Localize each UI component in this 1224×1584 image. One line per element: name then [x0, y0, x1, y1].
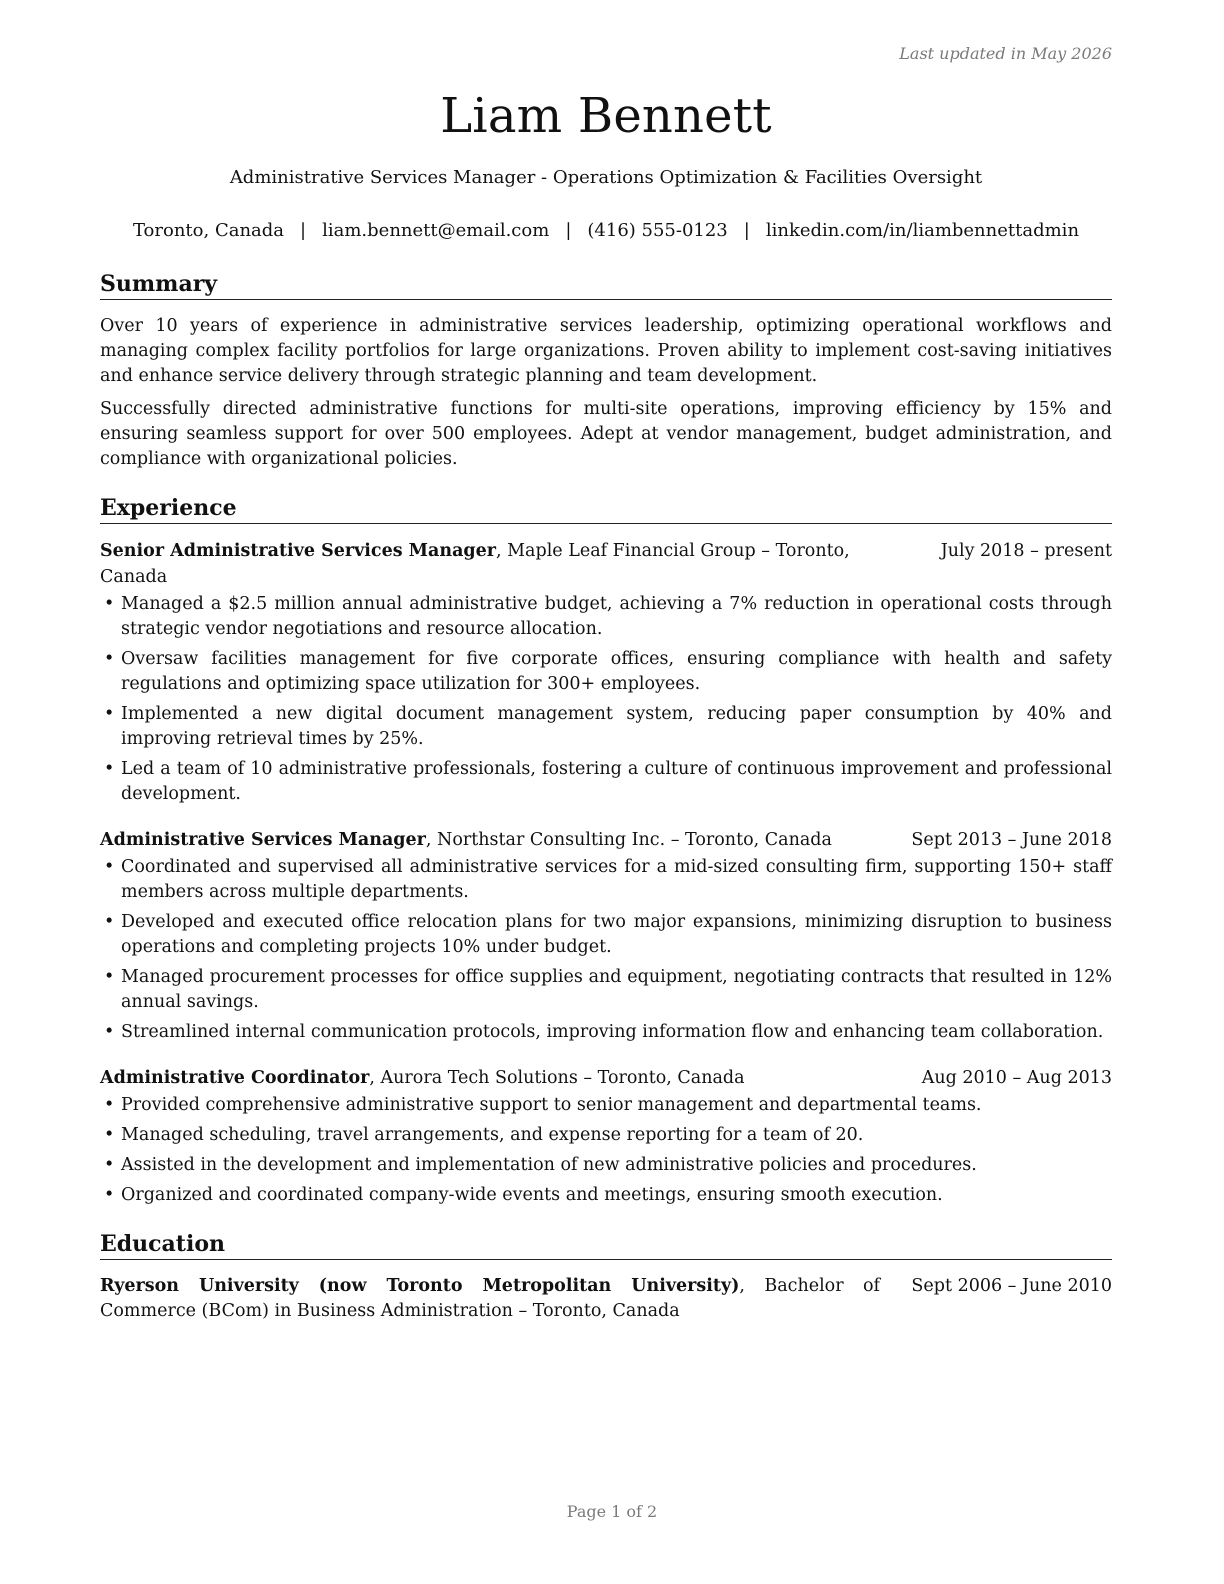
bullet-text: Organized and coordinated company-wide events and meetings, ensuring smooth execution. — [121, 1185, 943, 1205]
job-bullets — [100, 855, 1112, 1045]
education-section — [100, 1230, 1112, 1324]
bullet-text: Coordinated and supervised all administrative services for a mid-sized consulting firm, supporting 150+ staff members across multiple departments. — [121, 857, 1112, 902]
experience-section — [100, 494, 1112, 1208]
job-role: Administrative Services Manager — [100, 830, 426, 850]
contact-separator: | — [565, 220, 572, 241]
bullet-text: Provided comprehensive administrative support to senior management and departmental teams. — [121, 1095, 982, 1115]
bullet-icon: • — [104, 1022, 115, 1042]
education-school: Ryerson University (now Toronto Metropolitan University) — [100, 1276, 740, 1296]
job-entry — [100, 1065, 1112, 1208]
contact-separator: | — [300, 220, 307, 241]
bullet-icon: • — [104, 1125, 115, 1145]
job-dates: Aug 2010 – Aug 2013 — [921, 1068, 1112, 1088]
summary-paragraph: Successfully directed administrative functions for multi-site operations, improving efficiency by 15% and ensuring seamless support for over 500 employees. Adept at vendor management, budget administration, and compliance with organizational policies. — [100, 399, 1112, 469]
list-item — [100, 702, 1112, 752]
job-bullets — [100, 1093, 1112, 1208]
list-item — [100, 965, 1112, 1015]
list-item — [100, 1183, 1112, 1208]
bullet-text: Oversaw facilities management for five corporate offices, ensuring compliance with health and safety regulations and optimizing space utilization for 300+ employees. — [121, 649, 1112, 694]
bullet-icon: • — [104, 1095, 115, 1115]
bullet-icon: • — [104, 649, 115, 669]
section-title-experience: Experience — [100, 494, 1112, 524]
bullet-text: Managed procurement processes for office supplies and equipment, negotiating contracts that resulted in 12% annual savings. — [121, 967, 1112, 1012]
bullet-icon: • — [104, 1185, 115, 1205]
list-item — [100, 592, 1112, 642]
contact-phone[interactable]: (416) 555-0123 — [587, 220, 728, 241]
summary-section — [100, 270, 1112, 472]
last-updated-note: Last updated in May 2026 — [899, 44, 1112, 63]
education-degree: , Bachelor of Commerce (BCom) in Business Administration – Toronto, Canada — [100, 1276, 880, 1321]
bullet-icon: • — [104, 594, 115, 614]
job-entry — [100, 538, 1112, 807]
bullet-icon: • — [104, 857, 115, 877]
list-item — [100, 1153, 1112, 1178]
job-header — [100, 827, 1112, 853]
list-item — [100, 1020, 1112, 1045]
bullet-text: Developed and executed office relocation plans for two major expansions, minimizing disruption to business operations and completing projects 10% under budget. — [121, 912, 1112, 957]
job-bullets — [100, 592, 1112, 807]
bullet-icon: • — [104, 704, 115, 724]
job-organization: , Northstar Consulting Inc. – Toronto, Canada — [425, 830, 832, 850]
list-item — [100, 910, 1112, 960]
bullet-icon: • — [104, 967, 115, 987]
page-number: Page 1 of 2 — [566, 1502, 658, 1521]
resume-content — [100, 270, 1112, 1346]
bullet-text: Implemented a new digital document management system, reducing paper consumption by 40% and improving retrieval times by 25%. — [121, 704, 1112, 749]
list-item — [100, 1123, 1112, 1148]
bullet-text: Led a team of 10 administrative professionals, fostering a culture of continuous improvement and professional development. — [121, 759, 1112, 804]
contact-email[interactable]: liam.bennett@email.com — [322, 220, 550, 241]
list-item — [100, 1093, 1112, 1118]
bullet-text: Assisted in the development and implementation of new administrative policies and procedures. — [121, 1155, 977, 1175]
education-entry — [100, 1274, 1112, 1324]
list-item — [100, 757, 1112, 807]
list-item — [100, 647, 1112, 697]
job-dates: Sept 2013 – June 2018 — [911, 830, 1112, 850]
contact-location: Toronto, Canada — [132, 220, 285, 241]
job-entry — [100, 827, 1112, 1045]
education-dates: Sept 2006 – June 2010 — [911, 1276, 1112, 1296]
contact-line — [100, 219, 1112, 243]
bullet-text: Streamlined internal communication protocols, improving information flow and enhancing team collaboration. — [121, 1022, 1104, 1042]
candidate-headline: Administrative Services Manager - Operations Optimization & Facilities Oversight — [229, 167, 983, 188]
job-dates: July 2018 – present — [940, 541, 1112, 561]
job-role: Administrative Coordinator — [100, 1068, 370, 1088]
list-item — [100, 855, 1112, 905]
candidate-name: Liam Bennett — [440, 88, 772, 144]
section-title-summary: Summary — [100, 270, 1112, 300]
bullet-icon: • — [104, 912, 115, 932]
bullet-text: Managed a $2.5 million annual administrative budget, achieving a 7% reduction in operational costs through strategic vendor negotiations and resource allocation. — [121, 594, 1112, 639]
contact-separator: | — [743, 220, 750, 241]
job-header — [100, 1065, 1112, 1091]
job-organization: , Aurora Tech Solutions – Toronto, Canada — [369, 1068, 745, 1088]
job-role: Senior Administrative Services Manager — [100, 541, 497, 561]
contact-linkedin[interactable]: linkedin.com/in/liambennettadmin — [765, 220, 1080, 241]
section-title-education: Education — [100, 1230, 1112, 1260]
bullet-icon: • — [104, 1155, 115, 1175]
job-organization: , Maple Leaf Financial Group – Toronto, Canada — [100, 541, 850, 587]
job-header — [100, 538, 1112, 590]
summary-paragraph: Over 10 years of experience in administrative services leadership, optimizing operational workflows and managing complex facility portfolios for large organizations. Proven ability to implement cost-saving initiatives and enhance service delivery through strategic planning and team development. — [100, 316, 1112, 386]
bullet-text: Managed scheduling, travel arrangements, and expense reporting for a team of 20. — [121, 1125, 864, 1145]
bullet-icon: • — [104, 759, 115, 779]
resume-page — [100, 0, 1112, 1584]
